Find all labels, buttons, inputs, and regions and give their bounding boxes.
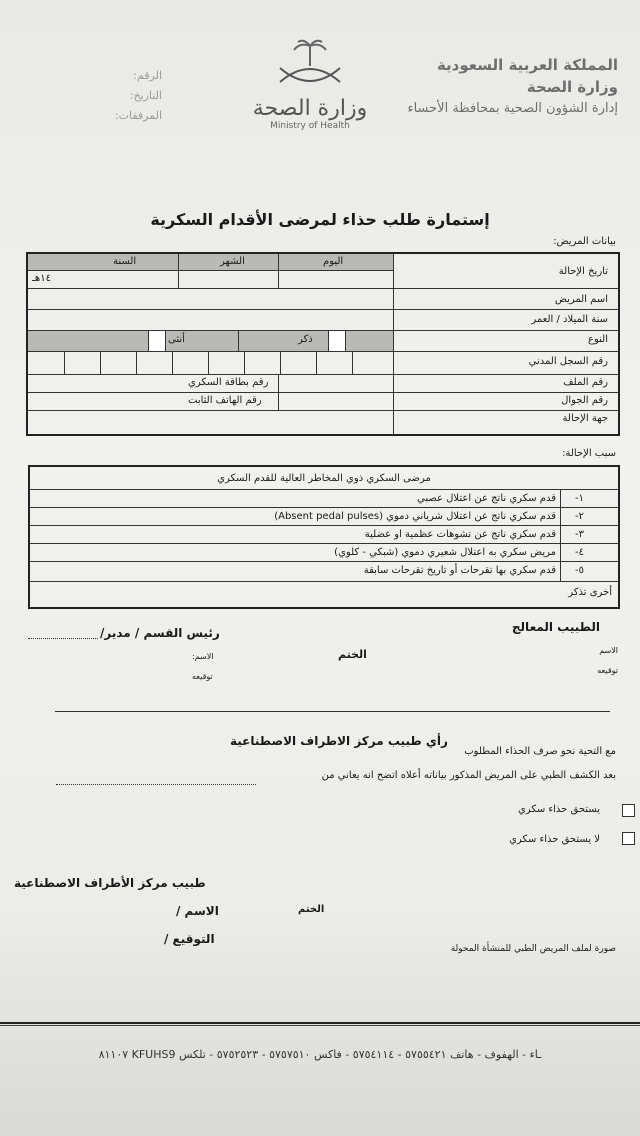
- ministry-header: [407, 54, 618, 120]
- reason-num-3: -٣: [575, 529, 584, 540]
- ref-date-label: التاريخ:: [129, 89, 162, 102]
- referral-reasons-box: [28, 465, 620, 609]
- ref-attachments-label: المرفقات:: [114, 109, 162, 122]
- footer-contact: ـاء - الهفوف - هاتف ٥٧٥٥٤٢١ - ٥٧٥٤١١٤ - فاكس ٥٧٥٧٥١٠ - ٥٧٥٢٥٢٣ - تلكس KFUHS9 ٨١١٠٧: [98, 1048, 542, 1061]
- footer-rule-thin: [0, 1025, 640, 1026]
- treating-doctor-label: الطبيب المعالج: [511, 620, 600, 634]
- footer-rule: [0, 1022, 640, 1024]
- diabetic-card-label: رقم بطاقة السكري: [188, 377, 269, 388]
- field-referral-date: تاريخ الإحالة: [558, 266, 608, 277]
- prosthetics-doctor-signature: التوقيع /: [164, 932, 215, 946]
- reason-text-3: قدم سكري ناتج عن تشوهات عظمية او عضلية: [364, 529, 556, 540]
- patient-section-label: بيانات المريض:: [553, 236, 616, 247]
- reason-text-5: قدم سكري بها تقرحات أو تاريخ تقرحات سابقة: [363, 565, 556, 576]
- field-birth-year: سنة الميلاد / العمر: [531, 314, 608, 325]
- year-suffix: ١٤هـ: [32, 273, 51, 284]
- copy-note: صورة لملف المريض الطبي للمنشأة المحولة: [450, 944, 616, 954]
- field-mobile: رقم الجوال: [561, 395, 608, 406]
- civil-record-digits: [28, 352, 393, 374]
- reason-text-4: مريض سكري به اعتلال شعيري دموي (شبكي - كلوي): [334, 547, 556, 558]
- ministry-logo: [250, 38, 370, 134]
- field-file-number: رقم الملف: [563, 377, 608, 388]
- form-title: إستمارة طلب حذاء لمرضى الأقدام السكرية: [150, 210, 490, 229]
- reason-num-2: -٢: [575, 511, 584, 522]
- field-referral-entity: جهة الإحالة: [562, 413, 608, 424]
- treating-doctor-stamp: الختم: [338, 648, 367, 661]
- option-eligible-label: يستحق حذاء سكري: [517, 804, 600, 815]
- prosthetics-line-1: مع التحية نحو صرف الحذاء المطلوب: [464, 746, 616, 757]
- patient-data-box: [26, 252, 620, 436]
- option-not-eligible-label: لا يستحق حذاء سكري: [509, 834, 600, 845]
- reason-num-1: -١: [575, 493, 584, 504]
- date-header-year: السنة: [113, 256, 137, 267]
- field-civil-record: رقم السجل المدني: [528, 356, 608, 367]
- prosthetics-line-2: بعد الكشف الطبي على المريض المذكور بياناته أعلاه اتضح انه يعاني من: [321, 770, 616, 781]
- section-divider: [55, 711, 610, 712]
- head-dept-line: [28, 638, 98, 639]
- prosthetics-condition-line: [56, 784, 256, 785]
- reason-text-2: قدم سكري ناتج عن اعتلال شرياني دموي (Absent pedal pulses): [274, 511, 556, 522]
- date-header-month: الشهر: [220, 256, 245, 267]
- header-line-directorate: إدارة الشؤون الصحية بمحافظة الأحساء: [407, 101, 618, 116]
- reason-other: أخرى تذكر: [568, 587, 612, 598]
- reason-num-5: -٥: [575, 565, 584, 576]
- referral-heading: مرضى السكري ذوي المخاطر العالية للقدم السكري: [217, 473, 431, 484]
- logo-english-text: Ministry of Health: [270, 121, 350, 131]
- prosthetics-stamp: الختم: [298, 904, 325, 915]
- header-line-ministry: وزارة الصحة: [526, 78, 618, 96]
- treating-doctor-name: الاسم: [599, 646, 618, 655]
- option-not-eligible-checkbox[interactable]: [622, 832, 635, 845]
- head-dept-name: الاسم:: [192, 652, 214, 661]
- prosthetics-doctor-name: الاسم /: [176, 904, 219, 918]
- date-header-day: اليوم: [323, 256, 344, 267]
- prosthetics-heading: رأي طبيب مركز الاطراف الاصطناعية: [230, 734, 448, 748]
- head-dept-label: رئيس القسم / مدير/: [100, 626, 220, 640]
- palm-swords-icon: [270, 38, 350, 88]
- reason-num-4: -٤: [575, 547, 584, 558]
- reference-block: [100, 66, 162, 126]
- prosthetics-doctor-label: طبيب مركز الأطراف الاصطناعية: [14, 876, 206, 890]
- option-eligible-checkbox[interactable]: [622, 804, 635, 817]
- field-gender: النوع: [588, 334, 608, 345]
- gender-male: ذكر: [298, 334, 313, 345]
- treating-doctor-signature: توقيعه: [597, 666, 618, 675]
- field-patient-name: اسم المريض: [554, 294, 608, 305]
- logo-arabic-text: وزارة الصحة: [252, 96, 368, 121]
- header-line-kingdom: المملكة العربية السعودية: [436, 56, 618, 74]
- reason-text-1: قدم سكري ناتج عن اعتلال عصبي: [417, 493, 556, 504]
- referral-section-label: سبب الإحالة:: [562, 448, 616, 459]
- head-dept-signature: توقيعه: [192, 672, 213, 681]
- gender-female: أنثى: [168, 334, 185, 345]
- landline-label: رقم الهاتف الثابت: [188, 395, 262, 406]
- ref-number-label: الرقم:: [133, 69, 162, 82]
